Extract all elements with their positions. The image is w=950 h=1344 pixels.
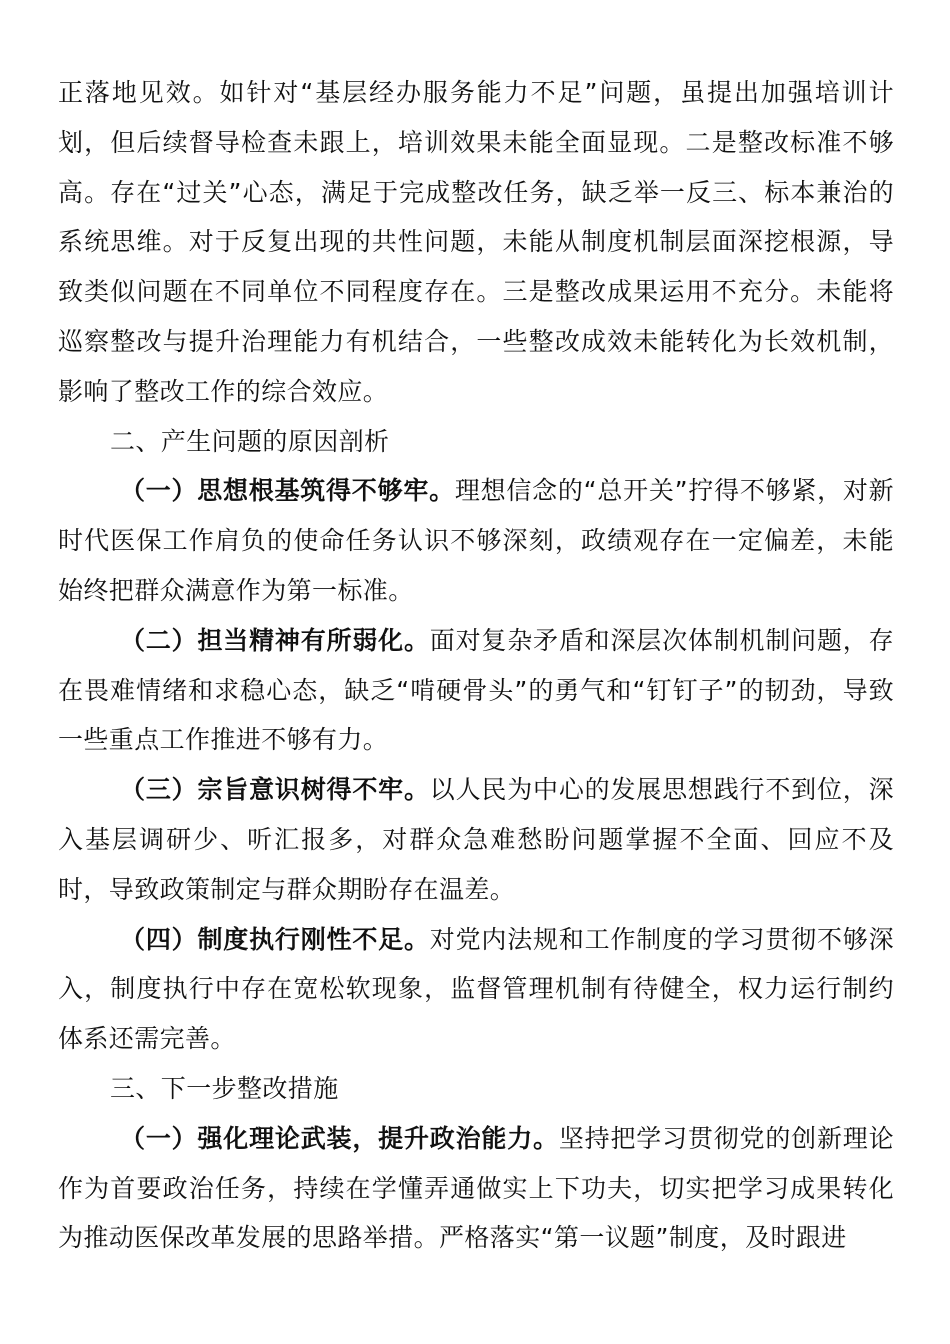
cause-item-2-text: 面对复杂矛盾和深层次体制机制问题，存在畏难情绪和求稳心态，缺乏“啃硬骨头”的勇气和“钉钉子”的韧劲，导致一些重点工作推进不够有力。 <box>58 625 894 755</box>
cause-item-4-text: 对党内法规和工作制度的学习贯彻不够深入，制度执行中存在宽松软现象，监督管理机制有待健全，权力运行制约体系还需完善。 <box>58 924 894 1054</box>
cause-item-2-label: （二）担当精神有所弱化。 <box>120 625 430 655</box>
cause-item-1-text: 理想信念的“总开关”拧得不够紧，对新时代医保工作肩负的使命任务认识不够深刻，政绩观存在一定偏差，未能始终把群众满意作为第一标准。 <box>58 476 895 605</box>
section-heading-next-measures: 三、下一步整改措施 <box>110 1073 339 1103</box>
cause-item-3-label: （三）宗旨意识树得不牢。 <box>120 775 430 805</box>
section-heading-cause-analysis: 二、产生问题的原因剖析 <box>110 426 390 456</box>
cause-item-1-label: （一）思想根基筑得不够牢。 <box>120 476 455 506</box>
measure-item-1-label: （一）强化理论武装，提升政治能力。 <box>120 1123 559 1153</box>
document-page <box>58 68 894 1263</box>
cause-item-4-label: （四）制度执行刚性不足。 <box>120 924 430 954</box>
cause-item-1 <box>58 466 894 615</box>
cause-item-4 <box>58 915 894 1064</box>
measure-item-1-text: 坚持把学习贯彻党的创新理论作为首要政治任务，持续在学懂弄通做实上下功夫，切实把学习成果转化为推动医保改革发展的思路举措。严格落实“第一议题”制度，及时跟进 <box>58 1123 894 1253</box>
measure-item-1 <box>58 1114 894 1263</box>
cause-item-2 <box>58 616 894 765</box>
body-paragraph-problems: 正落地见效。如针对“基层经办服务能力不足”问题，虽提出加强培训计划，但后续督导检查未跟上，培训效果未能全面显现。二是整改标准不够高。存在“过关”心态，满足于完成整改任务，缺乏举一反三、标本兼治的系统思维。对于反复出现的共性问题，未能从制度机制层面深挖根源，导致类似问题在不同单位不同程度存在。三是整改成果运用不充分。未能将巡察整改与提升治理能力有机结合，一些整改成效未能转化为长效机制，影响了整改工作的综合效应。 <box>58 78 894 406</box>
cause-item-3-text: 以人民为中心的发展思想践行不到位，深入基层调研少、听汇报多，对群众急难愁盼问题掌握不全面、回应不及时，导致政策制定与群众期盼存在温差。 <box>58 775 894 904</box>
cause-item-3 <box>58 765 894 914</box>
